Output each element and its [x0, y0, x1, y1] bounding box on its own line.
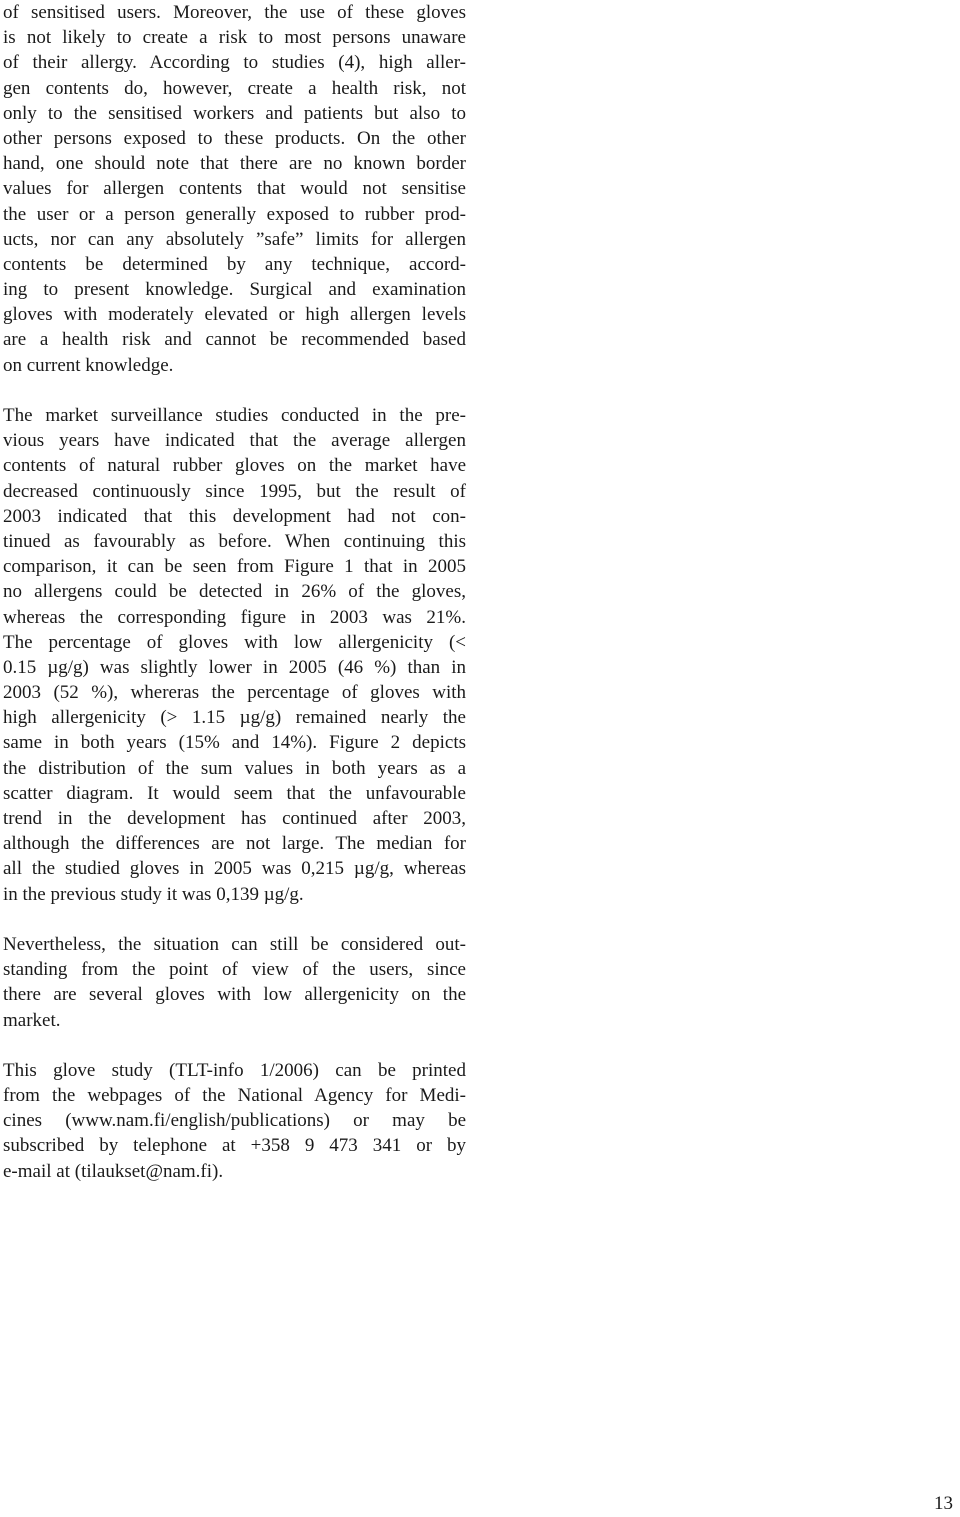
text-line: gloves with moderately elevated or high allergen levels: [3, 304, 466, 326]
text-line: in the previous study it was 0,139 µg/g.: [3, 883, 304, 905]
text-line: from the webpages of the National Agency for Medi-: [3, 1085, 466, 1107]
text-column: [3, 0, 466, 1209]
text-line: same in both years (15% and 14%). Figure 2 depicts: [3, 732, 466, 754]
text-line: This glove study (TLT-info 1/2006) can be printed: [3, 1059, 466, 1081]
paragraph: [3, 1058, 466, 1184]
text-line: Nevertheless, the situation can still be considered out-: [3, 933, 466, 955]
text-line: ing to present knowledge. Surgical and examination: [3, 279, 466, 301]
text-line: high allergenicity (> 1.15 µg/g) remained nearly the: [3, 707, 466, 729]
text-line: standing from the point of view of the users, since: [3, 959, 466, 981]
text-line: ucts, nor can any absolutely ”safe” limits for allergen: [3, 228, 466, 250]
text-line: tinued as favourably as before. When continuing this: [3, 530, 466, 552]
paragraph: [3, 0, 466, 378]
text-line: The percentage of gloves with low allergenicity (<: [3, 631, 466, 653]
text-line: decreased continuously since 1995, but the result of: [3, 480, 466, 502]
text-line: hand, one should note that there are no known border: [3, 153, 466, 175]
text-line: 2003 indicated that this development had not con-: [3, 505, 466, 527]
paragraph: [3, 403, 466, 907]
text-line: comparison, it can be seen from Figure 1 that in 2005: [3, 556, 466, 578]
text-line: e-mail at (tilaukset@nam.fi).: [3, 1160, 224, 1182]
text-line: contents be determined by any technique, accord-: [3, 253, 466, 275]
text-line: of their allergy. According to studies (4), high aller-: [3, 52, 466, 74]
text-line: cines (www.nam.fi/english/publications) or may be: [3, 1110, 466, 1132]
text-line: trend in the development has continued after 2003,: [3, 808, 466, 829]
text-line: no allergens could be detected in 26% of the gloves,: [3, 581, 466, 603]
text-line: contents of natural rubber gloves on the market have: [3, 455, 466, 477]
text-line: all the studied gloves in 2005 was 0,215 µg/g, whereas: [3, 858, 466, 880]
text-line: whereas the corresponding figure in 2003 was 21%.: [3, 606, 466, 628]
paragraph: [3, 932, 466, 1033]
text-line: only to the sensitised workers and patients but also to: [3, 102, 466, 124]
text-line: although the differences are not large. The median for: [3, 833, 466, 855]
text-line: other persons exposed to these products. On the other: [3, 127, 466, 149]
text-line: 0.15 µg/g) was slightly lower in 2005 (46 %) than in: [3, 656, 466, 678]
text-line: scatter diagram. It would seem that the unfavourable: [3, 782, 466, 804]
text-line: market.: [3, 1009, 61, 1031]
text-line: the user or a person generally exposed to rubber prod-: [3, 203, 466, 225]
text-line: vious years have indicated that the average allergen: [3, 430, 466, 452]
page-number: 13: [934, 1493, 953, 1514]
text-line: gen contents do, however, create a health risk, not: [3, 77, 466, 99]
text-line: subscribed by telephone at +358 9 473 341 or by: [3, 1135, 466, 1157]
text-line: The market surveillance studies conducted in the pre-: [3, 405, 466, 426]
text-line: on current knowledge.: [3, 354, 174, 376]
text-line: the distribution of the sum values in both years as a: [3, 757, 466, 779]
text-line: there are several gloves with low allergenicity on the: [3, 984, 466, 1006]
text-line: is not likely to create a risk to most persons unaware: [3, 27, 466, 49]
text-line: are a health risk and cannot be recommended based: [3, 329, 466, 351]
text-line: values for allergen contents that would not sensitise: [3, 178, 466, 200]
text-line: of sensitised users. Moreover, the use of these gloves: [3, 2, 466, 23]
text-line: 2003 (52 %), whereras the percentage of gloves with: [3, 682, 466, 704]
